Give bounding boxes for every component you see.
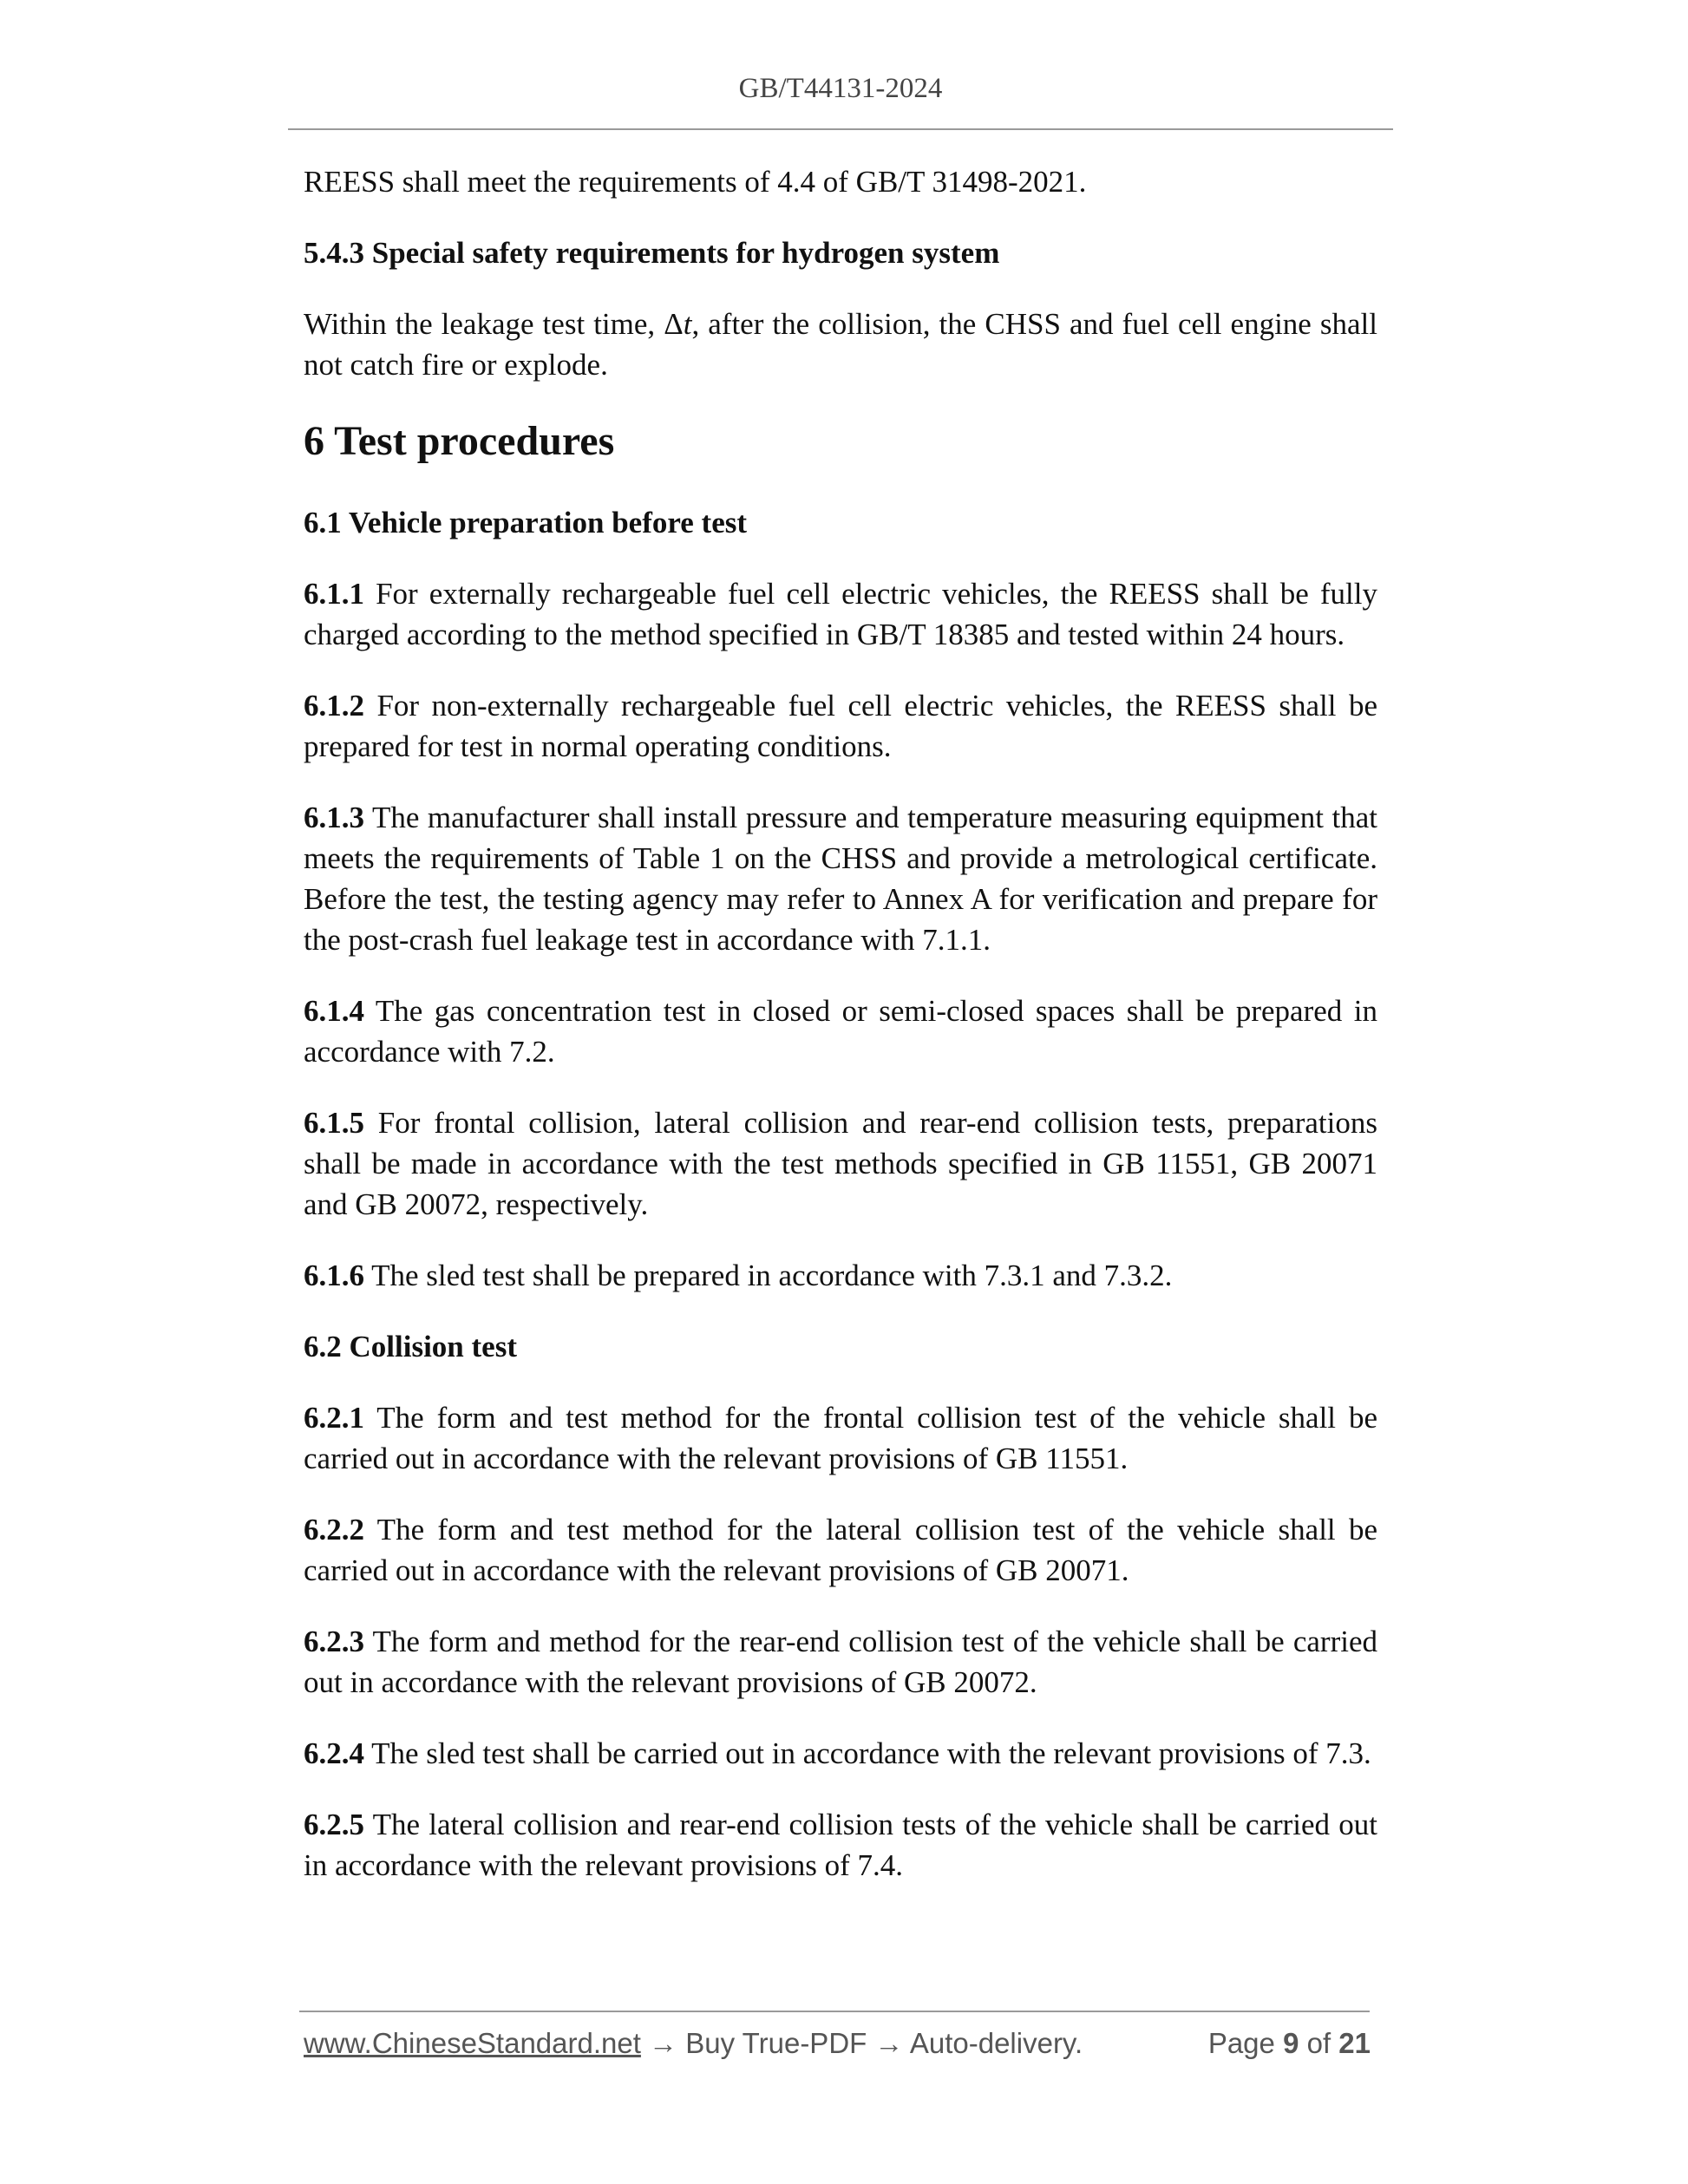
- current-page: 9: [1283, 2027, 1299, 2059]
- time-variable: t: [683, 307, 692, 341]
- running-header: GB/T44131-2024: [738, 73, 943, 104]
- clause-6-1-1: [304, 573, 1377, 655]
- page-label: Page: [1207, 2027, 1284, 2059]
- clause-text: The form and method for the rear-end collision test of the vehicle shall be carried out in accordance with the relevant provisions of GB 20072.: [304, 1625, 1377, 1699]
- clause-text: The form and test method for the lateral collision test of the vehicle shall be carried out in accordance with the relevant provisions of GB 20071.: [304, 1513, 1377, 1587]
- clause-number: 6.2.1: [304, 1401, 364, 1435]
- clause-text: The manufacturer shall install pressure and temperature measuring equipment that meets the requirements of Table 1 on the CHSS and provide a metrological certificate. Before the test, the testing agency may refer to Annex A for verification and prepare for the post-crash fuel leakage test in accordance with 7.1.1.: [304, 801, 1377, 957]
- clause-text: For non-externally rechargeable fuel cell electric vehicles, the REESS shall be prepared for test in normal operating conditions.: [304, 689, 1377, 763]
- delivery-text: Auto-delivery.: [909, 2027, 1083, 2059]
- hydrogen-text-a: Within the leakage test time,: [304, 307, 664, 341]
- of-label: of: [1299, 2027, 1339, 2059]
- clause-6-1-3: [304, 797, 1377, 960]
- page-number: [1208, 2027, 1371, 2060]
- hydrogen-paragraph: [304, 304, 1377, 385]
- website-link[interactable]: www.ChineseStandard.net: [304, 2027, 641, 2059]
- clause-number: 6.1.5: [304, 1106, 364, 1140]
- clause-text: For frontal collision, lateral collision and rear-end collision tests, preparations shall be made in accordance with the test methods specified in GB 11551, GB 20071 and GB 20072, respectively.: [304, 1106, 1377, 1221]
- delta-symbol: Δ: [664, 307, 684, 341]
- clause-text: The form and test method for the frontal collision test of the vehicle shall be carried out in accordance with the relevant provisions of GB 11551.: [304, 1401, 1377, 1475]
- clause-number: 6.1.1: [304, 577, 364, 611]
- clause-number: 6.1.2: [304, 689, 364, 723]
- clause-text: The sled test shall be prepared in accordance with 7.3.1 and 7.3.2.: [364, 1259, 1173, 1292]
- reess-paragraph: REESS shall meet the requirements of 4.4 of GB/T 31498-2021.: [304, 165, 1087, 199]
- clause-number: 6.2.2: [304, 1513, 364, 1546]
- hydrogen-text-b: , after the collision, the CHSS and fuel cell engine shall not catch fire or explode.: [304, 307, 1377, 382]
- clause-number: 6.2.4: [304, 1736, 364, 1770]
- clause-6-2-1: [304, 1397, 1377, 1479]
- buy-text: Buy True-PDF: [685, 2027, 867, 2059]
- arrow-icon: →: [867, 2027, 910, 2059]
- heading-5-4-3: 5.4.3 Special safety requirements for hydrogen system: [304, 236, 1000, 270]
- clause-number: 6.2.5: [304, 1808, 364, 1841]
- clause-6-1-5: [304, 1102, 1377, 1225]
- clause-6-2-3: [304, 1621, 1377, 1703]
- clause-number: 6.1.6: [304, 1259, 364, 1292]
- arrow-icon: →: [640, 2027, 686, 2059]
- clause-6-2-5: [304, 1804, 1377, 1886]
- document-body: [304, 161, 1377, 1916]
- clause-6-1-2: [304, 685, 1377, 767]
- clause-number: 6.2.3: [304, 1625, 364, 1658]
- clause-6-2-2: [304, 1509, 1377, 1591]
- clause-number: 6.1.4: [304, 994, 364, 1028]
- clause-text: The sled test shall be carried out in accordance with the relevant provisions of 7.3.: [364, 1736, 1371, 1770]
- footer-rule: [299, 2011, 1370, 2012]
- clause-6-1-4: [304, 991, 1377, 1072]
- clause-6-1-6: [304, 1255, 1377, 1296]
- footer-promo: [304, 2027, 1083, 2060]
- clause-6-2-4: [304, 1733, 1377, 1774]
- clause-number: 6.1.3: [304, 801, 364, 834]
- heading-6-1: 6.1 Vehicle preparation before test: [304, 506, 748, 539]
- clause-text: The gas concentration test in closed or semi-closed spaces shall be prepared in accordance with 7.2.: [304, 994, 1377, 1069]
- total-pages: 21: [1338, 2027, 1371, 2059]
- heading-6: 6 Test procedures: [304, 418, 615, 464]
- clause-text: For externally rechargeable fuel cell electric vehicles, the REESS shall be fully charged according to the method specified in GB/T 18385 and tested within 24 hours.: [304, 577, 1377, 651]
- heading-6-2: 6.2 Collision test: [304, 1330, 517, 1363]
- header-rule: [288, 128, 1393, 130]
- clause-text: The lateral collision and rear-end collision tests of the vehicle shall be carried out in accordance with the relevant provisions of 7.4.: [304, 1808, 1377, 1882]
